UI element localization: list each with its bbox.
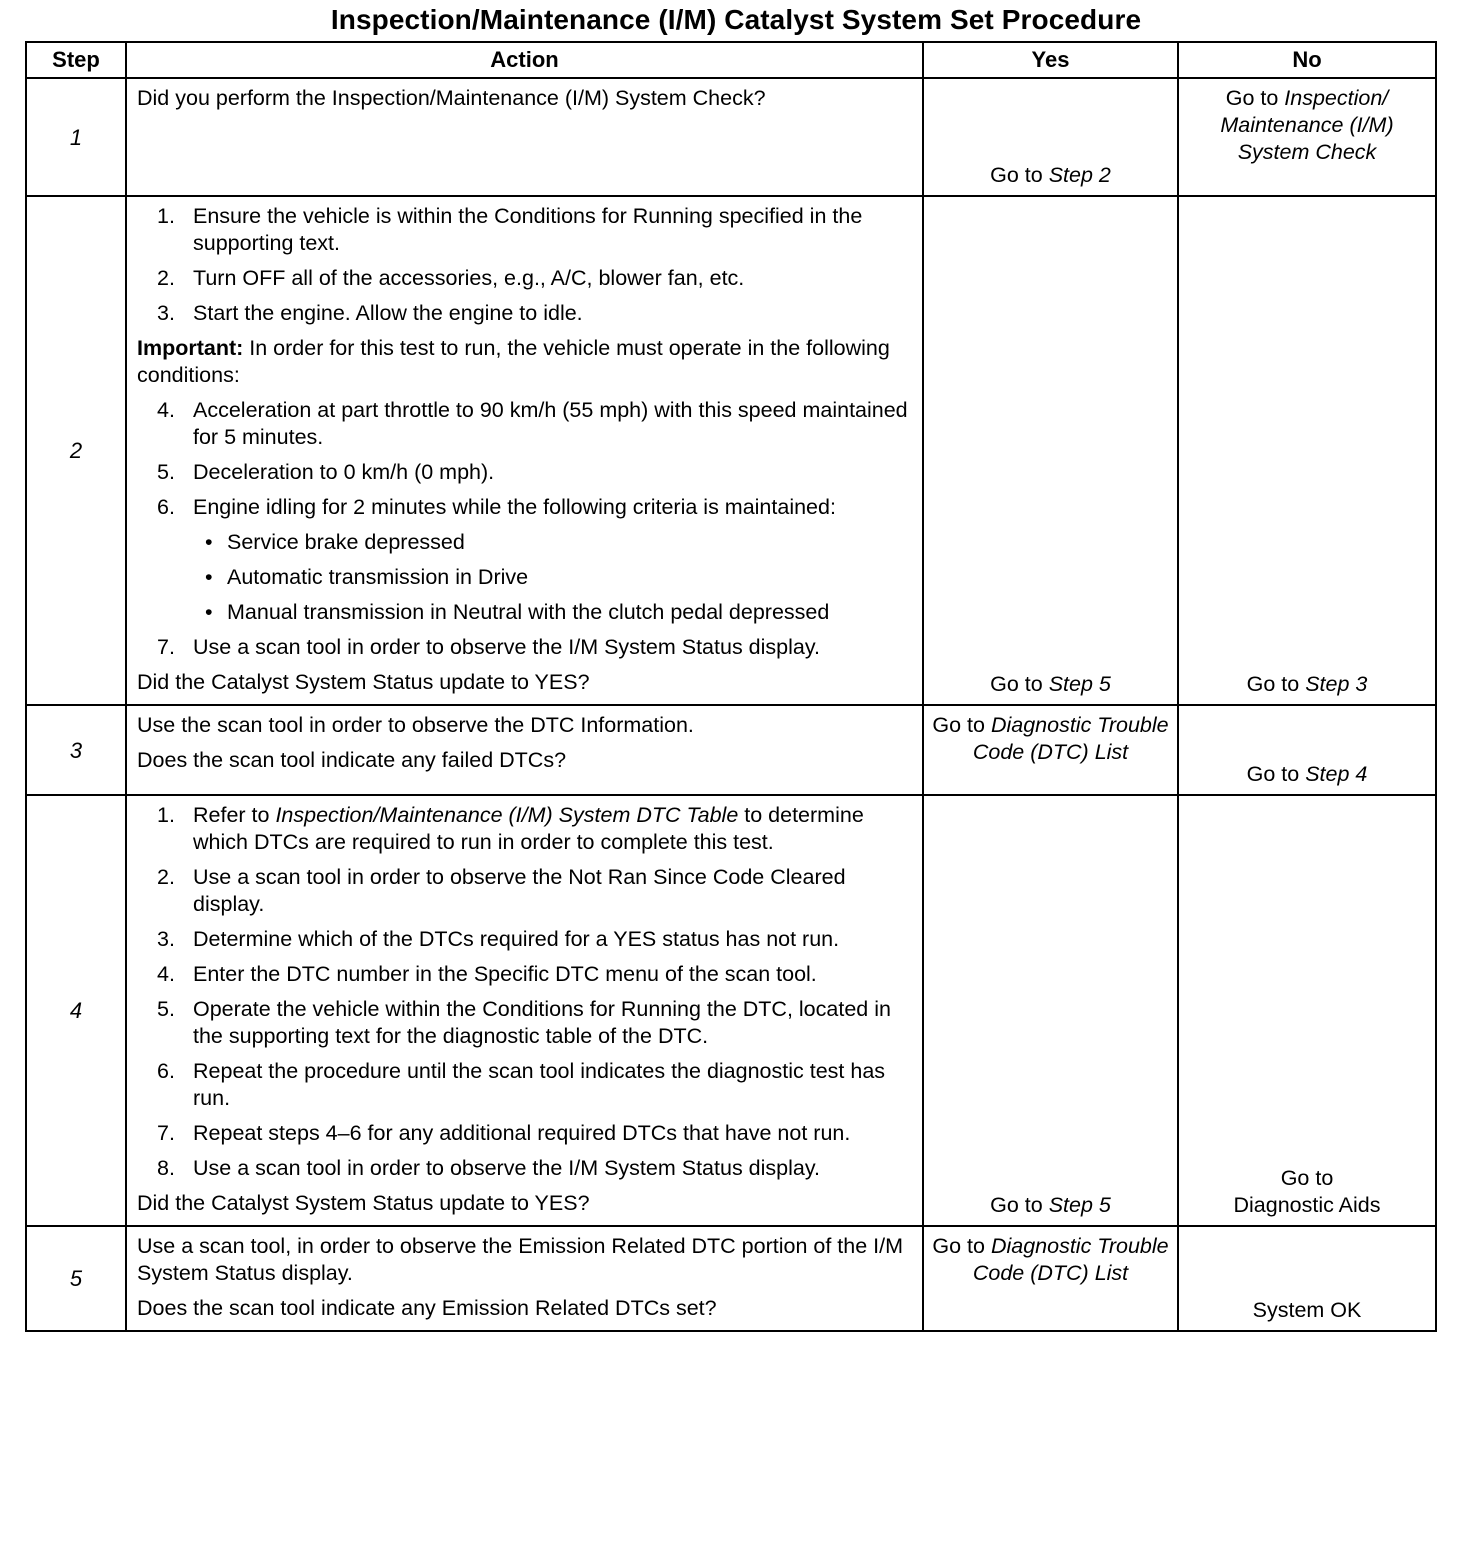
important-text: In order for this test to run, the vehicle must operate in the following conditions:	[137, 336, 890, 387]
bullet-text: Automatic transmission in Drive	[227, 565, 529, 589]
page-title: Inspection/Maintenance (I/M) Catalyst System Set Procedure	[330, 4, 1142, 35]
yes-link[interactable]: Step 5	[1048, 1193, 1111, 1217]
step-number: 4	[26, 795, 126, 1226]
list-text: Use a scan tool in order to observe the I/M System Status display.	[193, 1156, 820, 1180]
list-text: Repeat steps 4–6 for any additional required DTCs that have not run.	[193, 1121, 851, 1145]
bullet-item	[193, 564, 914, 591]
question-text: Does the scan tool indicate any Emission Related DTCs set?	[137, 1296, 717, 1320]
list-item	[137, 397, 914, 451]
dtc-table-link[interactable]: Inspection/Maintenance (I/M) System DTC Table	[275, 803, 739, 827]
list-item	[137, 203, 914, 257]
list-text: to determine which DTCs are required to run in order to complete this test.	[193, 803, 864, 854]
question-text: Did you perform the Inspection/Maintenance (I/M) System Check?	[137, 86, 766, 110]
list-item	[137, 961, 914, 988]
header-action: Action	[126, 42, 923, 78]
yes-prefix: Go to	[990, 672, 1043, 696]
list-item	[137, 300, 914, 327]
list-item	[137, 926, 914, 953]
procedure-table	[25, 41, 1437, 1332]
bullet-item	[193, 599, 914, 626]
no-link[interactable]: Inspection/ Maintenance (I/M) System Check	[1220, 86, 1394, 164]
bullet-text: Manual transmission in Neutral with the clutch pedal depressed	[227, 600, 830, 624]
action-text: Use a scan tool, in order to observe the Emission Related DTC portion of the I/M System Status display.	[137, 1234, 904, 1285]
yes-cell	[923, 196, 1178, 705]
list-item	[137, 1155, 914, 1182]
list-item	[137, 1120, 914, 1147]
important-label: Important:	[137, 336, 244, 360]
no-cell	[1178, 795, 1436, 1226]
important-note	[137, 335, 914, 389]
header-row	[26, 42, 1436, 78]
list-num: 5.	[157, 460, 175, 484]
no-link[interactable]: Step 4	[1305, 762, 1368, 786]
bullet-icon: •	[205, 565, 213, 589]
step-number: 5	[26, 1226, 126, 1331]
no-result: System OK	[1252, 1298, 1362, 1322]
table-row-step-4	[26, 795, 1436, 1226]
yes-prefix: Go to	[932, 1234, 985, 1258]
yes-cell	[923, 78, 1178, 196]
procedure-list	[137, 802, 914, 1182]
procedure-list	[137, 397, 914, 661]
list-item	[137, 996, 914, 1050]
action-text: Use the scan tool in order to observe the DTC Information.	[137, 713, 694, 737]
list-num: 7.	[157, 1121, 175, 1145]
list-num: 6.	[157, 495, 175, 519]
no-link[interactable]: Diagnostic Aids	[1233, 1193, 1381, 1217]
table-row-step-3	[26, 705, 1436, 795]
list-num: 2.	[157, 266, 175, 290]
list-item	[137, 802, 914, 856]
yes-cell	[923, 705, 1178, 795]
action-cell	[126, 705, 923, 795]
list-text: Operate the vehicle within the Conditions for Running the DTC, located in the supporting text for the diagnostic table of the DTC.	[193, 997, 891, 1048]
yes-link[interactable]: Step 2	[1048, 163, 1111, 187]
list-item	[137, 265, 914, 292]
list-item	[137, 1058, 914, 1112]
bullet-icon: •	[205, 530, 213, 554]
list-num: 8.	[157, 1156, 175, 1180]
step-number: 1	[26, 78, 126, 196]
table-row-step-2	[26, 196, 1436, 705]
no-prefix: Go to	[1280, 1166, 1334, 1190]
question-text: Does the scan tool indicate any failed DTCs?	[137, 748, 567, 772]
list-text: Repeat the procedure until the scan tool indicates the diagnostic test has run.	[193, 1059, 886, 1110]
list-num: 6.	[157, 1059, 175, 1083]
bullet-text: Service brake depressed	[227, 530, 465, 554]
list-text: Determine which of the DTCs required for a YES status has not run.	[193, 927, 840, 951]
list-num: 3.	[157, 927, 175, 951]
question-text: Did the Catalyst System Status update to YES?	[137, 670, 590, 694]
list-num: 1.	[157, 803, 175, 827]
list-item	[137, 634, 914, 661]
list-text: Engine idling for 2 minutes while the following criteria is maintained:	[193, 495, 836, 519]
list-text: Deceleration to 0 km/h (0 mph).	[193, 460, 495, 484]
procedure-list	[137, 203, 914, 327]
bullet-item	[193, 529, 914, 556]
action-cell	[126, 795, 923, 1226]
yes-prefix: Go to	[990, 1193, 1043, 1217]
no-cell	[1178, 1226, 1436, 1331]
table-row-step-5	[26, 1226, 1436, 1331]
list-num: 2.	[157, 865, 175, 889]
bullet-icon: •	[205, 600, 213, 624]
no-link[interactable]: Step 3	[1305, 672, 1368, 696]
yes-link[interactable]: Diagnostic Trouble Code (DTC) List	[972, 713, 1169, 764]
header-no: No	[1178, 42, 1436, 78]
list-text: Start the engine. Allow the engine to idle.	[193, 301, 583, 325]
list-text: Acceleration at part throttle to 90 km/h (55 mph) with this speed maintained for 5 minutes.	[193, 398, 908, 449]
list-item	[137, 494, 914, 626]
header-step: Step	[26, 42, 126, 78]
yes-cell	[923, 1226, 1178, 1331]
list-text: Turn OFF all of the accessories, e.g., A/C, blower fan, etc.	[193, 266, 745, 290]
list-text: Enter the DTC number in the Specific DTC menu of the scan tool.	[193, 962, 817, 986]
action-cell	[126, 1226, 923, 1331]
no-cell	[1178, 705, 1436, 795]
header-yes: Yes	[923, 42, 1178, 78]
list-text: Ensure the vehicle is within the Conditions for Running specified in the supporting text.	[193, 204, 863, 255]
table-row-step-1	[26, 78, 1436, 196]
list-num: 1.	[157, 204, 175, 228]
criteria-list	[193, 529, 914, 626]
list-num: 4.	[157, 962, 175, 986]
yes-prefix: Go to	[932, 713, 985, 737]
list-text: Refer to	[193, 803, 276, 827]
no-prefix: Go to	[1246, 762, 1300, 786]
step-number: 2	[26, 196, 126, 705]
step-number: 3	[26, 705, 126, 795]
list-num: 5.	[157, 997, 175, 1021]
list-text: Use a scan tool in order to observe the I/M System Status display.	[193, 635, 820, 659]
question-text: Did the Catalyst System Status update to YES?	[137, 1191, 590, 1215]
action-cell	[126, 196, 923, 705]
list-num: 7.	[157, 635, 175, 659]
list-num: 3.	[157, 301, 175, 325]
no-prefix: Go to	[1246, 672, 1300, 696]
yes-cell	[923, 795, 1178, 1226]
yes-prefix: Go to	[990, 163, 1043, 187]
action-cell	[126, 78, 923, 196]
no-cell	[1178, 78, 1436, 196]
list-text: Use a scan tool in order to observe the Not Ran Since Code Cleared display.	[193, 865, 846, 916]
list-item	[137, 459, 914, 486]
yes-link[interactable]: Step 5	[1048, 672, 1111, 696]
list-num: 4.	[157, 398, 175, 422]
no-cell	[1178, 196, 1436, 705]
no-prefix: Go to	[1225, 86, 1279, 110]
yes-link[interactable]: Diagnostic Trouble Code (DTC) List	[972, 1234, 1169, 1285]
list-item	[137, 864, 914, 918]
